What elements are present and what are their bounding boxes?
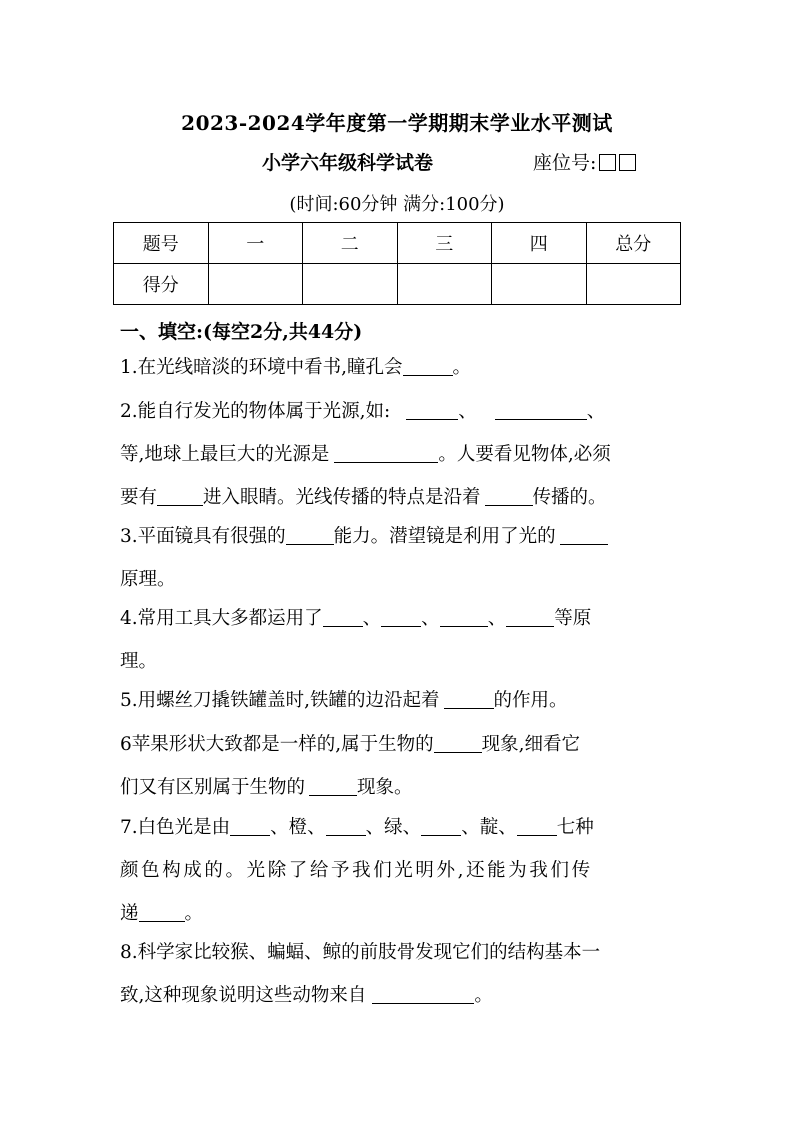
question-text: 8.科学家比较猴、蝙蝠、鲸的前肢骨发现它们的结构基本一 [120,942,601,963]
answer-blank[interactable] [440,606,488,627]
header-cell: 总分 [586,223,681,264]
question-7 [120,808,676,934]
answer-blank[interactable] [323,606,363,627]
seat-number [533,148,636,175]
question-text: 。 [474,985,493,1006]
question-text: 、靛、 [461,817,517,838]
score-row-label: 得分 [114,264,209,305]
question-4 [120,599,676,682]
header-cell: 二 [303,223,398,264]
score-cell[interactable] [586,264,681,305]
answer-blank[interactable] [517,815,557,836]
answer-blank[interactable] [506,606,554,627]
question-text: 5.用螺丝刀撬铁罐盖时,铁罐的边沿起着 [120,690,440,711]
question-text: 、 [458,401,477,422]
answer-blank[interactable] [560,524,608,545]
score-table-header-row [114,223,681,264]
exam-subtitle: 小学六年级科学试卷 [262,152,434,174]
question-line [120,392,676,432]
question-text: 要有 [120,487,158,508]
score-cell[interactable] [303,264,398,305]
question-text: 、绿、 [365,817,422,838]
seat-box-2[interactable] [619,154,636,171]
question-text: 现象,细看它 [481,734,581,755]
question-8 [120,933,676,1016]
answer-blank[interactable] [309,775,357,796]
question-text: 们又有区别属于生物的 [120,777,306,798]
question-text: 。人要看见物体,必须 [438,444,611,465]
subtitle-row [0,148,794,176]
question-text: 致,这种现象说明这些动物来自 [120,985,367,1006]
question-line [120,768,676,808]
section-heading: 一、填空:(每空2分,共44分) [120,321,363,343]
question-text: 等,地球上最巨大的光源是 [120,444,330,465]
question-line [120,478,676,518]
answer-blank[interactable] [421,815,461,836]
question-text: 1.在光线暗淡的环境中看书,瞳孔会 [120,357,403,378]
question-text: 、 [487,608,507,629]
question-line [120,681,676,721]
question-text: 、 [362,608,382,629]
question-line [120,435,676,475]
answer-blank[interactable] [157,485,203,506]
seat-box-1[interactable] [599,154,616,171]
question-text: 颜色构成的。光除了给予我们光明外,还能为我们传 [120,860,593,881]
header-cell: 一 [208,223,303,264]
answer-blank[interactable] [485,485,533,506]
answer-blank[interactable] [372,983,474,1004]
score-table [113,222,681,305]
question-text: 4.常用工具大多都运用了 [120,608,323,629]
answer-blank[interactable] [495,399,587,420]
question-text: 递 [120,903,139,924]
question-text: 传播的。 [532,487,607,508]
question-line [120,560,676,600]
question-line [120,894,676,934]
question-line [120,933,676,973]
header-cell: 三 [397,223,492,264]
question-text: 、 [421,608,440,629]
question-line [120,348,676,388]
question-line [120,642,676,682]
answer-blank[interactable] [139,901,185,922]
question-text: 原理。 [120,569,176,590]
seat-label: 座位号: [533,152,597,174]
question-text: 2.能自行发光的物体属于光源,如: [120,401,391,422]
question-5 [120,681,676,721]
question-text: 的作用。 [493,690,568,711]
answer-blank[interactable] [406,399,458,420]
question-line [120,599,676,639]
score-table-score-row [114,264,681,305]
question-line [120,976,676,1016]
score-cell[interactable] [492,264,587,305]
question-text: 等原 [554,608,592,629]
question-text: 、橙、 [270,817,326,838]
question-text: 进入眼睛。光线传播的特点是沿着 [203,487,481,508]
question-text: 能力。潜望镜是利用了光的 [333,526,556,547]
question-line [120,725,676,765]
header-cell: 题号 [114,223,209,264]
score-cell[interactable] [208,264,303,305]
exam-title: 2023-2024学年度第一学期期末学业水平测试 [181,111,613,135]
question-2 [120,392,676,518]
question-text: 理。 [120,651,158,672]
question-line [120,808,676,848]
time-info: (时间:60分钟 满分:100分) [289,194,505,215]
answer-blank[interactable] [381,606,421,627]
answer-blank[interactable] [230,815,270,836]
question-text: 6苹果形状大致都是一样的,属于生物的 [120,734,434,755]
question-6 [120,725,676,808]
question-text: 现象。 [357,777,413,798]
answer-blank[interactable] [286,524,334,545]
question-text: 、 [586,401,606,422]
answer-blank[interactable] [403,355,453,376]
question-text: 。 [452,357,472,378]
question-text: 。 [184,903,204,924]
question-3 [120,517,676,600]
header-cell: 四 [492,223,587,264]
question-1 [120,348,676,388]
answer-blank[interactable] [334,442,438,463]
question-text: 3.平面镜具有很强的 [120,526,286,547]
answer-blank[interactable] [326,815,366,836]
score-cell[interactable] [397,264,492,305]
answer-blank[interactable] [444,688,494,709]
question-text: 七种 [556,817,594,838]
answer-blank[interactable] [434,732,482,753]
question-line [120,517,676,557]
question-line [120,851,676,891]
question-text: 7.白色光是由 [120,817,231,838]
